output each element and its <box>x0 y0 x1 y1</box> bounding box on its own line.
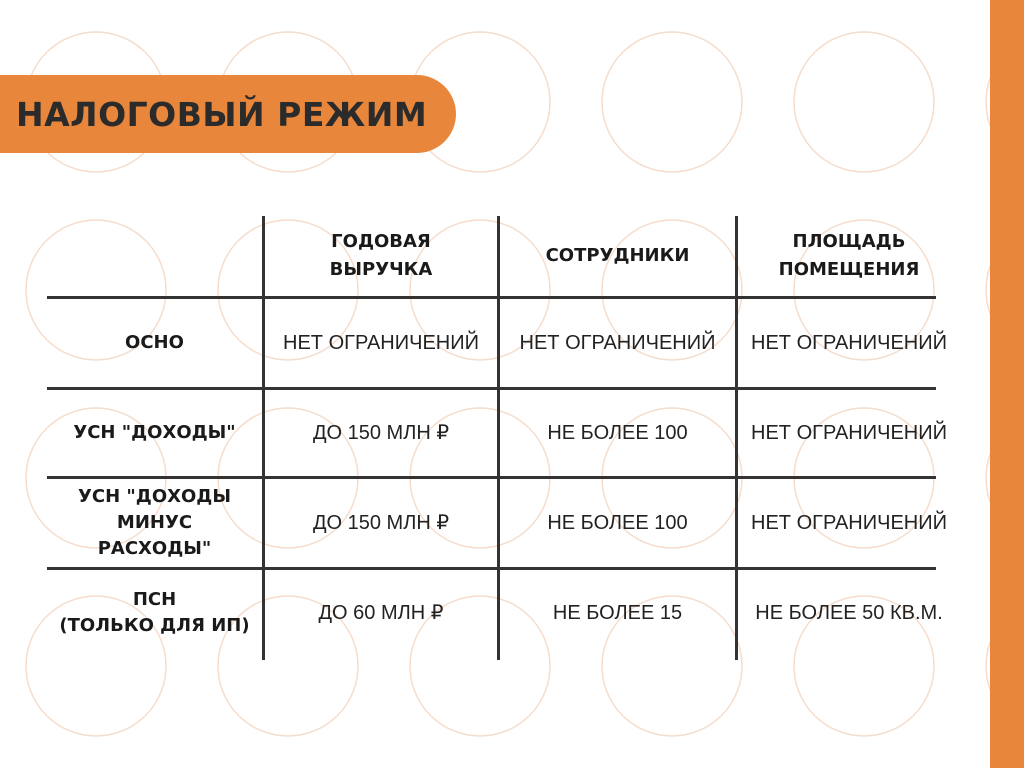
row-label-line: УСН "ДОХОДЫ <box>78 486 231 507</box>
column-header-annual-revenue <box>265 216 497 296</box>
title-banner <box>0 75 456 153</box>
row-label-line: РАСХОДЫ" <box>97 538 212 559</box>
cell-value: ДО 60 МЛН ₽ <box>318 602 444 624</box>
cell-value: НЕТ ОГРАНИЧЕНИЙ <box>751 512 947 534</box>
table-cell <box>500 390 735 476</box>
table-cell <box>265 299 497 387</box>
cell-value: НЕТ ОГРАНИЧЕНИЙ <box>751 332 947 354</box>
cell-value: ДО 150 МЛН ₽ <box>312 512 450 534</box>
table-cell <box>265 390 497 476</box>
table-row-label <box>47 390 262 476</box>
cell-value: НЕ БОЛЕЕ 15 <box>552 602 683 624</box>
row-label-line: МИНУС <box>116 512 193 533</box>
column-header-line: ПЛОЩАДЬ <box>792 231 906 252</box>
column-header-line: ПОМЕЩЕНИЯ <box>778 259 920 280</box>
table-cell <box>500 299 735 387</box>
table-row-label <box>47 479 262 567</box>
table-cell <box>265 479 497 567</box>
row-label-line: (ТОЛЬКО ДЛЯ ИП) <box>59 615 250 636</box>
row-label-line: ОСНО <box>125 332 184 353</box>
cell-value: ДО 150 МЛН ₽ <box>312 422 450 444</box>
row-label-line: УСН "ДОХОДЫ" <box>73 422 236 443</box>
table-cell <box>500 570 735 656</box>
table-cell <box>738 570 960 656</box>
cell-value: НЕ БОЛЕЕ 100 <box>547 512 688 534</box>
table-cell <box>265 570 497 656</box>
table-cell <box>738 390 960 476</box>
column-header-employees <box>500 216 735 296</box>
column-header-premises-area <box>738 216 960 296</box>
cell-value: НЕТ ОГРАНИЧЕНИЙ <box>283 332 479 354</box>
cell-value: НЕТ ОГРАНИЧЕНИЙ <box>519 332 716 354</box>
column-header-line: ГОДОВАЯ <box>331 231 431 252</box>
cell-value: НЕТ ОГРАНИЧЕНИЙ <box>751 422 947 444</box>
table-row-label <box>47 299 262 387</box>
table-cell <box>738 479 960 567</box>
column-header-line: СОТРУДНИКИ <box>545 245 690 266</box>
cell-value: НЕ БОЛЕЕ 100 <box>547 422 688 444</box>
decorative-circle <box>794 32 934 172</box>
cell-value: НЕ БОЛЕЕ 50 КВ.М. <box>755 602 943 624</box>
table-row-label <box>47 570 262 656</box>
accent-side-bar <box>990 0 1024 768</box>
column-header-line: ВЫРУЧКА <box>329 259 433 280</box>
table-cell <box>500 479 735 567</box>
page-title: НАЛОГОВЫЙ РЕЖИМ <box>16 94 428 134</box>
decorative-circle <box>602 32 742 172</box>
row-label-line: ПСН <box>132 589 177 610</box>
table-cell <box>738 299 960 387</box>
